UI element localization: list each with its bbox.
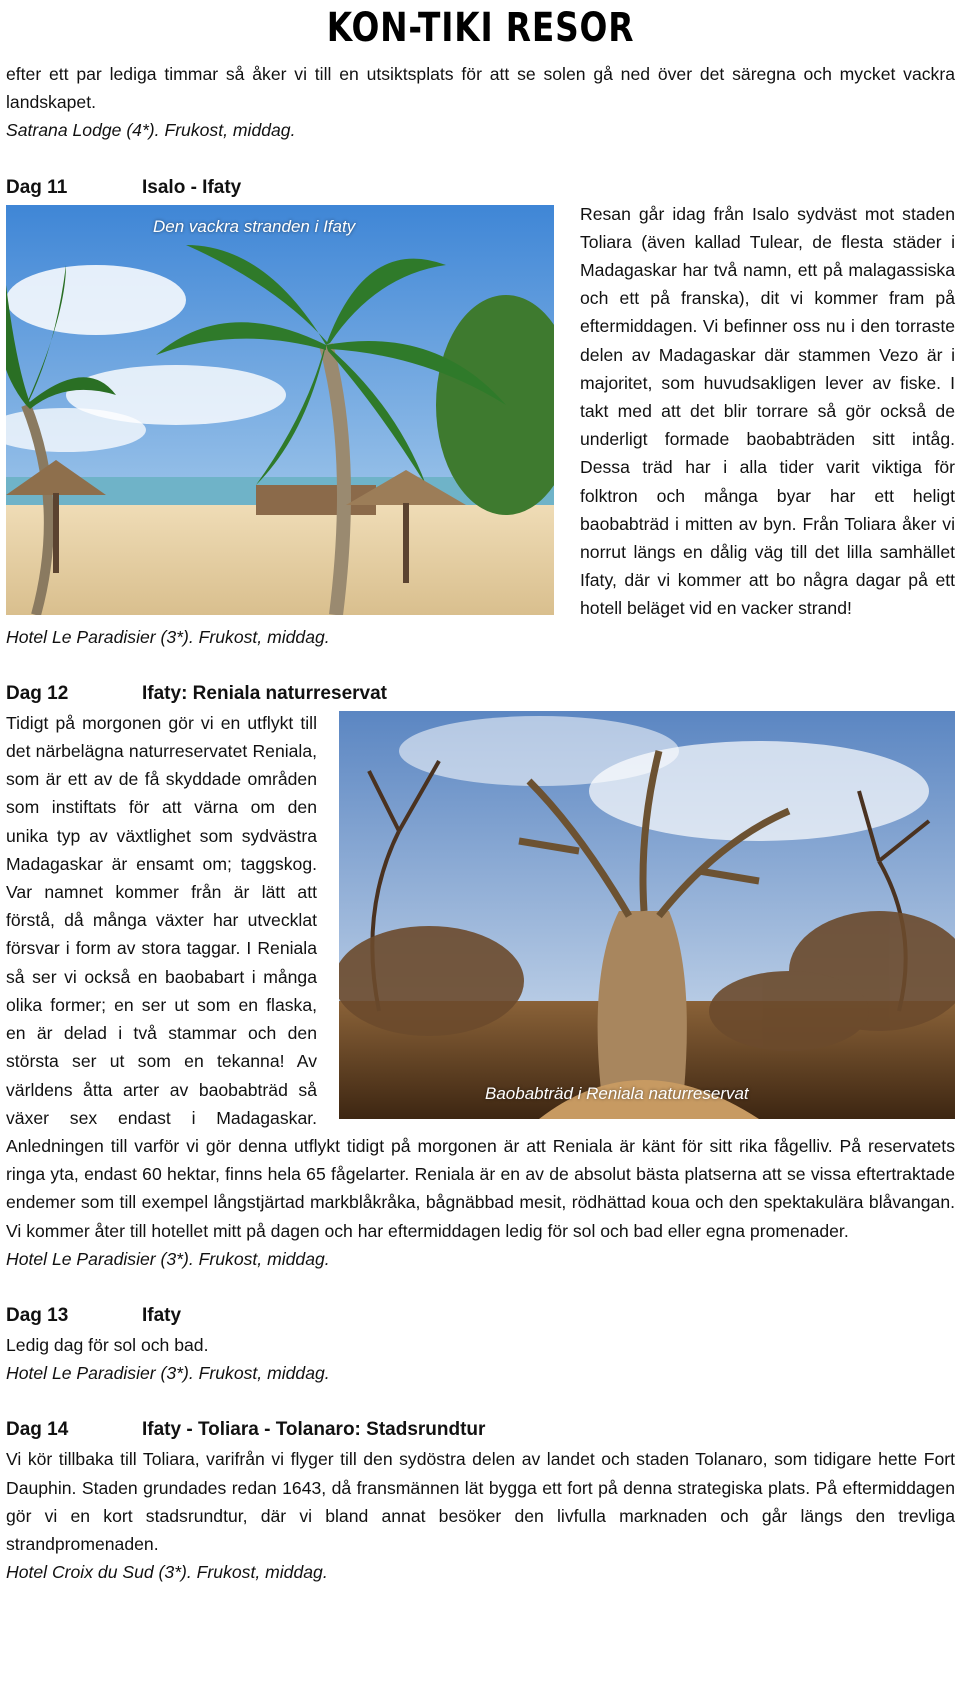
day-13-heading [6,1301,955,1331]
intro-hotel: Satrana Lodge (4*). Frukost, middag. [6,120,296,141]
beach-photo [6,205,554,615]
beach-illustration [6,205,554,615]
baobab-illustration [339,711,955,1119]
day-11-heading [6,173,955,203]
day-14-heading [6,1415,955,1445]
day-12-text: Tidigt på morgonen gör vi en utflykt till det närbelägna naturreservatet Reniala, som är ett av de få skyddade områden som instiftats för att värna om den unika typ av växtlighet som sydvästra Madagaskar är ensamt om; taggskog. Var namnet kommer från är lätt att förstå, då många växter har utvecklat försvar i form av stora taggar. I Reniala så ser vi också en baobabart i många olika former; en ser ut som en flaska, en är delad i två stammar och den största ser ut som en tekanna! Av världens åtta arter av baobabträd så växer sex endast i Madagaskar. Anledningen till varför vi gör denna utflykt tidigt på morgonen är att Reniala är känt för sitt rika fågelliv. På reservatets ringa yta, endast 60 hektar, finns hela 65 fågelarter. Reniala är en av de absolut bästa platserna att se vissa eftertraktade endemer som till exempel långstjärtad markblåkråka, bågnäbbad mesit, rödhättad koua och den spektakulära blåvangan. Vi kommer åter till hotellet mitt på dagen och har eftermiddagen ledig för sol och bad eller egna promenader. [6,712,955,1241]
day-14-section [6,1415,955,1586]
intro-section [6,60,955,145]
day-13-section [6,1301,955,1387]
day-13-number: Dag 13 [6,1304,69,1326]
day-11-section [6,173,955,651]
day-14-title: Ifaty - Toliara - Tolanaro: Stadsrundtur [142,1419,486,1441]
intro-text: efter ett par lediga timmar så åker vi till en utsiktsplats för att se solen gå ned över det säregna och mycket vackra landskapet. [6,64,955,113]
day-12-heading [6,679,955,709]
baobab-photo [339,711,955,1119]
beach-photo-caption: Den vackra stranden i Ifaty [153,216,356,236]
day-13-title: Ifaty [142,1304,182,1326]
day-11-title: Isalo - Ifaty [142,176,242,198]
day-12-hotel: Hotel Le Paradisier (3*). Frukost, middag. [6,1248,330,1269]
day-12-title: Ifaty: Reniala naturreservat [142,682,387,704]
day-12-number: Dag 12 [6,682,69,704]
document-page [6,0,955,1586]
day-11-text: Resan går idag från Isalo sydväst mot staden Toliara (även kallad Tulear, de flesta städer i Madagaskar har två namn, ett på malagassiska och ett på franska), dit vi kommer fram på eftermiddagen. Vi befinner oss nu i den torraste delen av Madagaskar där stammen Vezo är i majoritet, som huvudsakligen lever av fiske. I takt med att det blir torrare så gör också de underligt formade baobabträden sitt intåg. Dessa träd har i alla tider varit viktiga för folktron och många byar har ett heligt baobabträd i mitten av byn. Från Toliara åker vi norrut längs en dålig väg till det lilla samhället Ifaty, där vi kommer att bo några dagar på ett hotell beläget vid en vacker strand! [580,203,955,619]
day-14-text: Vi kör tillbaka till Toliara, varifrån vi flyger till den sydöstra delen av landet och staden Tolanaro, som tidigare hette Fort Dauphin. Staden grundades redan 1643, då fransmännen lät bygga ett fort på denna strategiska plats. På eftermiddagen gör vi en kort stadsrundtur, där vi bland annat besöker den livfulla marknaden och går längs den trevliga strandpromenaden. [6,1449,955,1554]
day-13-text: Ledig dag för sol och bad. [6,1334,209,1355]
day-11-hotel: Hotel Le Paradisier (3*). Frukost, middag. [6,626,330,647]
day-11-number: Dag 11 [6,176,68,198]
day-12-section [6,679,955,1273]
kon-tiki-logo: KON-TIKI RESOR [326,5,635,51]
day-14-hotel: Hotel Croix du Sud (3*). Frukost, middag. [6,1562,328,1583]
day-13-hotel: Hotel Le Paradisier (3*). Frukost, middag. [6,1363,330,1384]
day-14-number: Dag 14 [6,1419,69,1441]
baobab-photo-caption: Baobabträd i Reniala naturreservat [485,1083,749,1103]
